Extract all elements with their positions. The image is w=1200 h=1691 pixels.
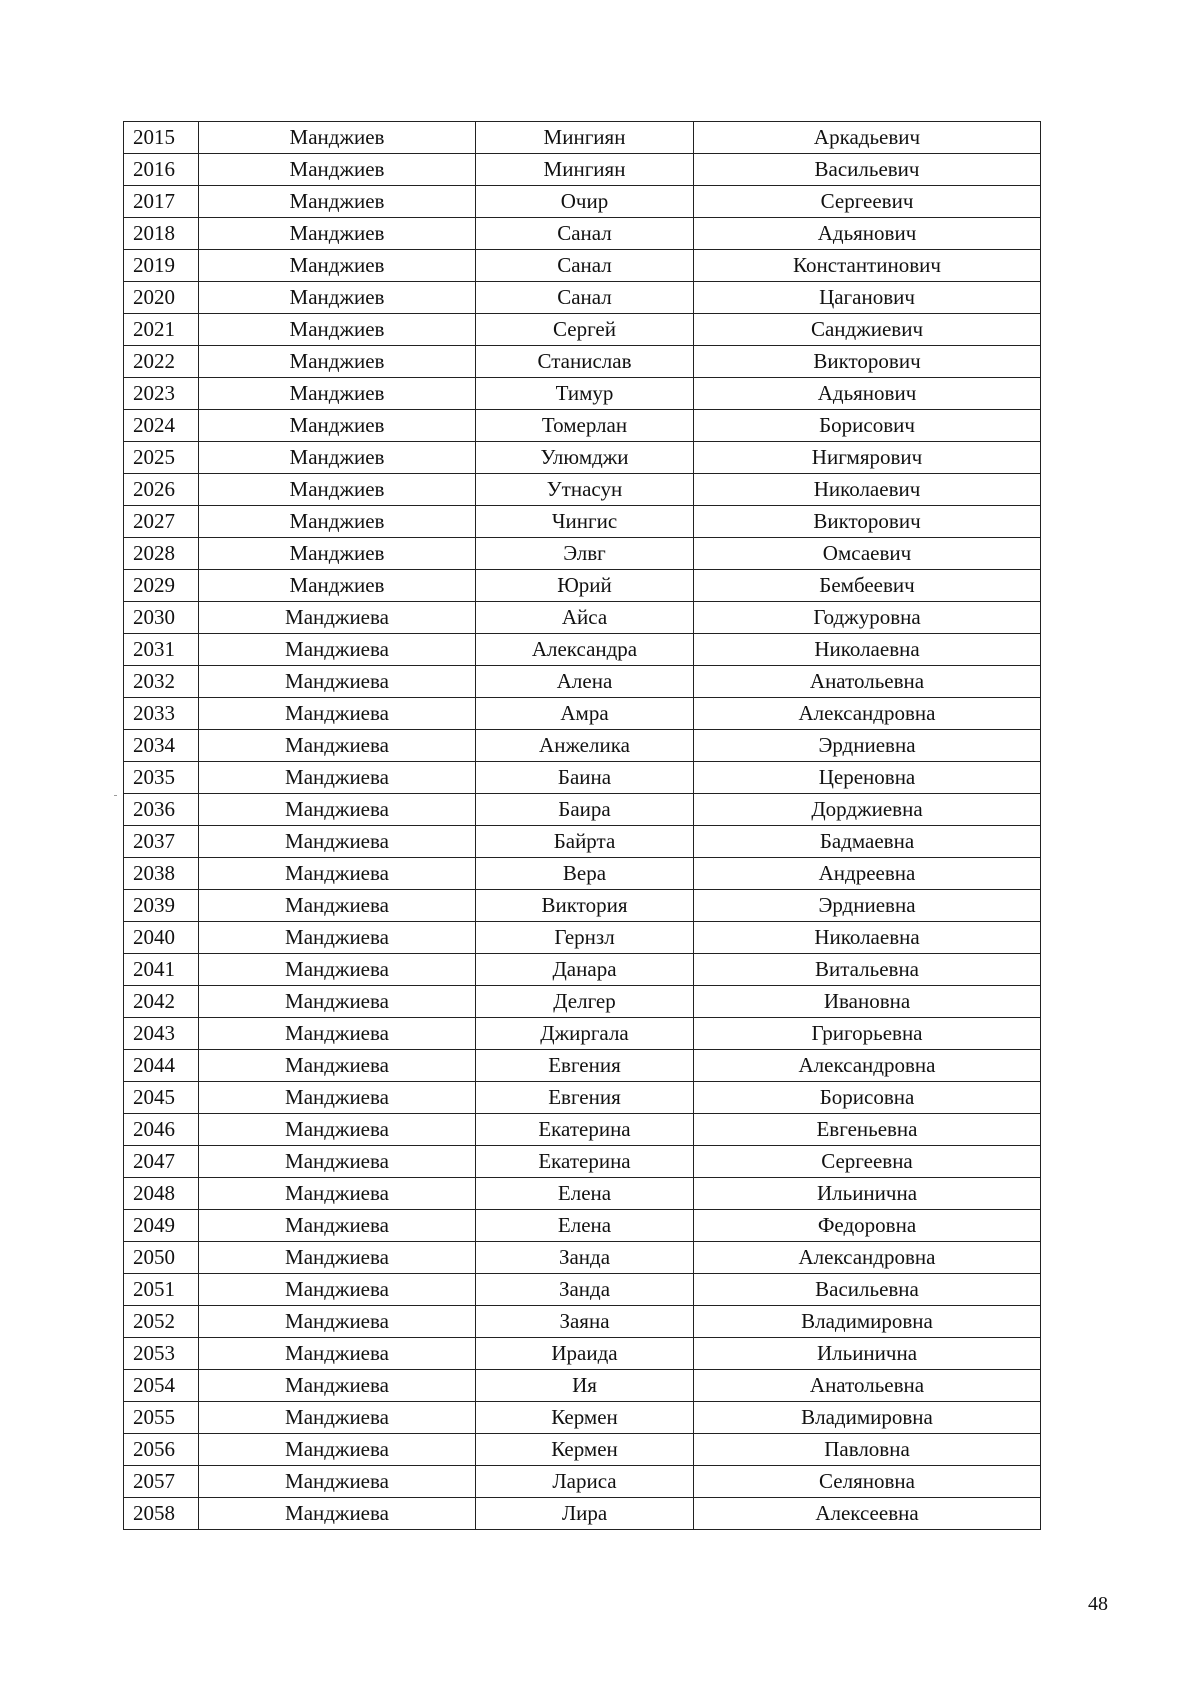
- last-name-cell: Манджиева: [199, 1498, 476, 1530]
- last-name-cell: Манджиева: [199, 666, 476, 698]
- table-row: [124, 570, 1041, 602]
- table-row: [124, 506, 1041, 538]
- row-number-cell: 2034: [124, 730, 199, 762]
- last-name-cell: Манджиева: [199, 922, 476, 954]
- last-name-cell: Манджиев: [199, 218, 476, 250]
- first-name-cell: Анжелика: [476, 730, 694, 762]
- last-name-cell: Манджиева: [199, 1082, 476, 1114]
- first-name-cell: Занда: [476, 1242, 694, 1274]
- row-number-cell: 2040: [124, 922, 199, 954]
- first-name-cell: Евгения: [476, 1050, 694, 1082]
- table-row: [124, 1370, 1041, 1402]
- first-name-cell: Тимур: [476, 378, 694, 410]
- patronymic-cell: Витальевна: [694, 954, 1041, 986]
- first-name-cell: Заяна: [476, 1306, 694, 1338]
- patronymic-cell: Ильинична: [694, 1338, 1041, 1370]
- patronymic-cell: Васильевна: [694, 1274, 1041, 1306]
- patronymic-cell: Годжуровна: [694, 602, 1041, 634]
- last-name-cell: Манджиева: [199, 1338, 476, 1370]
- table-row: [124, 826, 1041, 858]
- table-row: [124, 378, 1041, 410]
- table-row: [124, 1050, 1041, 1082]
- row-number-cell: 2043: [124, 1018, 199, 1050]
- first-name-cell: Утнасун: [476, 474, 694, 506]
- first-name-cell: Санал: [476, 250, 694, 282]
- last-name-cell: Манджиев: [199, 442, 476, 474]
- patronymic-cell: Константинович: [694, 250, 1041, 282]
- first-name-cell: Делгер: [476, 986, 694, 1018]
- patronymic-cell: Аркадьевич: [694, 122, 1041, 154]
- row-number-cell: 2048: [124, 1178, 199, 1210]
- patronymic-cell: Анатольевна: [694, 1370, 1041, 1402]
- row-number-cell: 2047: [124, 1146, 199, 1178]
- last-name-cell: Манджиева: [199, 1242, 476, 1274]
- table-row: [124, 346, 1041, 378]
- row-number-cell: 2028: [124, 538, 199, 570]
- patronymic-cell: Андреевна: [694, 858, 1041, 890]
- row-number-cell: 2046: [124, 1114, 199, 1146]
- table-row: [124, 922, 1041, 954]
- last-name-cell: Манджиева: [199, 698, 476, 730]
- patronymic-cell: Эрдниевна: [694, 730, 1041, 762]
- patronymic-cell: Санджиевич: [694, 314, 1041, 346]
- row-number-cell: 2049: [124, 1210, 199, 1242]
- table-row: [124, 154, 1041, 186]
- row-number-cell: 2025: [124, 442, 199, 474]
- row-number-cell: 2015: [124, 122, 199, 154]
- patronymic-cell: Селяновна: [694, 1466, 1041, 1498]
- row-number-cell: 2044: [124, 1050, 199, 1082]
- last-name-cell: Манджиева: [199, 1370, 476, 1402]
- last-name-cell: Манджиева: [199, 730, 476, 762]
- last-name-cell: Манджиева: [199, 954, 476, 986]
- table-row: [124, 442, 1041, 474]
- row-number-cell: 2053: [124, 1338, 199, 1370]
- first-name-cell: Станислав: [476, 346, 694, 378]
- table-row: [124, 282, 1041, 314]
- last-name-cell: Манджиев: [199, 346, 476, 378]
- row-number-cell: 2058: [124, 1498, 199, 1530]
- last-name-cell: Манджиева: [199, 1210, 476, 1242]
- first-name-cell: Лариса: [476, 1466, 694, 1498]
- patronymic-cell: Нигмярович: [694, 442, 1041, 474]
- first-name-cell: Екатерина: [476, 1146, 694, 1178]
- row-number-cell: 2056: [124, 1434, 199, 1466]
- patronymic-cell: Александровна: [694, 1242, 1041, 1274]
- row-number-cell: 2024: [124, 410, 199, 442]
- table-row: [124, 1242, 1041, 1274]
- patronymic-cell: Владимировна: [694, 1402, 1041, 1434]
- first-name-cell: Кермен: [476, 1402, 694, 1434]
- last-name-cell: Манджиева: [199, 634, 476, 666]
- last-name-cell: Манджиева: [199, 890, 476, 922]
- patronymic-cell: Григорьевна: [694, 1018, 1041, 1050]
- names-table: [123, 121, 1041, 1530]
- row-number-cell: 2017: [124, 186, 199, 218]
- first-name-cell: Лира: [476, 1498, 694, 1530]
- last-name-cell: Манджиева: [199, 1402, 476, 1434]
- patronymic-cell: Омсаевич: [694, 538, 1041, 570]
- last-name-cell: Манджиев: [199, 282, 476, 314]
- patronymic-cell: Николаевна: [694, 922, 1041, 954]
- last-name-cell: Манджиева: [199, 1434, 476, 1466]
- patronymic-cell: Павловна: [694, 1434, 1041, 1466]
- first-name-cell: Томерлан: [476, 410, 694, 442]
- table-row: [124, 314, 1041, 346]
- last-name-cell: Манджиева: [199, 1178, 476, 1210]
- patronymic-cell: Дорджиевна: [694, 794, 1041, 826]
- table-row: [124, 1210, 1041, 1242]
- row-number-cell: 2050: [124, 1242, 199, 1274]
- table-row: [124, 250, 1041, 282]
- first-name-cell: Сергей: [476, 314, 694, 346]
- patronymic-cell: Анатольевна: [694, 666, 1041, 698]
- first-name-cell: Юрий: [476, 570, 694, 602]
- first-name-cell: Очир: [476, 186, 694, 218]
- table-row: [124, 1018, 1041, 1050]
- first-name-cell: Александра: [476, 634, 694, 666]
- row-number-cell: 2031: [124, 634, 199, 666]
- patronymic-cell: Александровна: [694, 1050, 1041, 1082]
- last-name-cell: Манджиева: [199, 602, 476, 634]
- row-number-cell: 2051: [124, 1274, 199, 1306]
- first-name-cell: Баина: [476, 762, 694, 794]
- last-name-cell: Манджиева: [199, 826, 476, 858]
- row-number-cell: 2054: [124, 1370, 199, 1402]
- first-name-cell: Данара: [476, 954, 694, 986]
- row-number-cell: 2036: [124, 794, 199, 826]
- patronymic-cell: Сергеевич: [694, 186, 1041, 218]
- row-number-cell: 2022: [124, 346, 199, 378]
- patronymic-cell: Цаганович: [694, 282, 1041, 314]
- first-name-cell: Занда: [476, 1274, 694, 1306]
- last-name-cell: Манджиев: [199, 314, 476, 346]
- table-row: [124, 1434, 1041, 1466]
- table-row: [124, 1306, 1041, 1338]
- row-number-cell: 2041: [124, 954, 199, 986]
- row-number-cell: 2027: [124, 506, 199, 538]
- last-name-cell: Манджиева: [199, 858, 476, 890]
- patronymic-cell: Сергеевна: [694, 1146, 1041, 1178]
- first-name-cell: Санал: [476, 218, 694, 250]
- table-row: [124, 666, 1041, 698]
- first-name-cell: Байрта: [476, 826, 694, 858]
- last-name-cell: Манджиева: [199, 794, 476, 826]
- table-row: [124, 698, 1041, 730]
- first-name-cell: Ираида: [476, 1338, 694, 1370]
- row-number-cell: 2038: [124, 858, 199, 890]
- first-name-cell: Элвг: [476, 538, 694, 570]
- patronymic-cell: Адьянович: [694, 378, 1041, 410]
- table-row: [124, 186, 1041, 218]
- table-row: [124, 730, 1041, 762]
- last-name-cell: Манджиев: [199, 250, 476, 282]
- last-name-cell: Манджиева: [199, 762, 476, 794]
- patronymic-cell: Васильевич: [694, 154, 1041, 186]
- patronymic-cell: Викторович: [694, 346, 1041, 378]
- last-name-cell: Манджиев: [199, 538, 476, 570]
- last-name-cell: Манджиева: [199, 1114, 476, 1146]
- table-row: [124, 602, 1041, 634]
- table-row: [124, 986, 1041, 1018]
- row-number-cell: 2021: [124, 314, 199, 346]
- first-name-cell: Алена: [476, 666, 694, 698]
- last-name-cell: Манджиев: [199, 122, 476, 154]
- first-name-cell: Елена: [476, 1178, 694, 1210]
- table-row: [124, 954, 1041, 986]
- last-name-cell: Манджиева: [199, 986, 476, 1018]
- last-name-cell: Манджиев: [199, 154, 476, 186]
- row-number-cell: 2020: [124, 282, 199, 314]
- first-name-cell: Джиргала: [476, 1018, 694, 1050]
- row-number-cell: 2016: [124, 154, 199, 186]
- patronymic-cell: Борисович: [694, 410, 1041, 442]
- row-number-cell: 2018: [124, 218, 199, 250]
- patronymic-cell: Цереновна: [694, 762, 1041, 794]
- patronymic-cell: Николаевич: [694, 474, 1041, 506]
- last-name-cell: Манджиев: [199, 506, 476, 538]
- table-row: [124, 1498, 1041, 1530]
- patronymic-cell: Владимировна: [694, 1306, 1041, 1338]
- last-name-cell: Манджиев: [199, 186, 476, 218]
- page-number: 48: [1088, 1593, 1108, 1615]
- patronymic-cell: Ивановна: [694, 986, 1041, 1018]
- first-name-cell: Вера: [476, 858, 694, 890]
- table-row: [124, 1146, 1041, 1178]
- table-row: [124, 762, 1041, 794]
- first-name-cell: Санал: [476, 282, 694, 314]
- first-name-cell: Баира: [476, 794, 694, 826]
- row-number-cell: 2039: [124, 890, 199, 922]
- row-number-cell: 2042: [124, 986, 199, 1018]
- row-number-cell: 2029: [124, 570, 199, 602]
- patronymic-cell: Бадмаевна: [694, 826, 1041, 858]
- table-row: [124, 794, 1041, 826]
- table-row: [124, 634, 1041, 666]
- first-name-cell: Кермен: [476, 1434, 694, 1466]
- first-name-cell: Екатерина: [476, 1114, 694, 1146]
- table-row: [124, 858, 1041, 890]
- table-row: [124, 1338, 1041, 1370]
- row-number-cell: 2033: [124, 698, 199, 730]
- table-row: [124, 122, 1041, 154]
- last-name-cell: Манджиев: [199, 378, 476, 410]
- table-row: [124, 1274, 1041, 1306]
- row-number-cell: 2052: [124, 1306, 199, 1338]
- first-name-cell: Чингис: [476, 506, 694, 538]
- row-number-cell: 2019: [124, 250, 199, 282]
- row-number-cell: 2037: [124, 826, 199, 858]
- table-body: [124, 122, 1041, 1530]
- table-row: [124, 410, 1041, 442]
- last-name-cell: Манджиева: [199, 1050, 476, 1082]
- first-name-cell: Улюмджи: [476, 442, 694, 474]
- patronymic-cell: Борисовна: [694, 1082, 1041, 1114]
- last-name-cell: Манджиева: [199, 1018, 476, 1050]
- first-name-cell: Мингиян: [476, 154, 694, 186]
- patronymic-cell: Бембеевич: [694, 570, 1041, 602]
- patronymic-cell: Эрдниевна: [694, 890, 1041, 922]
- row-number-cell: 2057: [124, 1466, 199, 1498]
- table-row: [124, 218, 1041, 250]
- last-name-cell: Манджиев: [199, 474, 476, 506]
- table-row: [124, 538, 1041, 570]
- last-name-cell: Манджиев: [199, 570, 476, 602]
- table-row: [124, 1114, 1041, 1146]
- last-name-cell: Манджиев: [199, 410, 476, 442]
- patronymic-cell: Алексеевна: [694, 1498, 1041, 1530]
- row-number-cell: 2055: [124, 1402, 199, 1434]
- row-number-cell: 2045: [124, 1082, 199, 1114]
- first-name-cell: Гернзл: [476, 922, 694, 954]
- patronymic-cell: Николаевна: [694, 634, 1041, 666]
- first-name-cell: Мингиян: [476, 122, 694, 154]
- patronymic-cell: Федоровна: [694, 1210, 1041, 1242]
- patronymic-cell: Александровна: [694, 698, 1041, 730]
- first-name-cell: Виктория: [476, 890, 694, 922]
- table-row: [124, 1402, 1041, 1434]
- last-name-cell: Манджиева: [199, 1306, 476, 1338]
- last-name-cell: Манджиева: [199, 1146, 476, 1178]
- first-name-cell: Евгения: [476, 1082, 694, 1114]
- patronymic-cell: Ильинична: [694, 1178, 1041, 1210]
- first-name-cell: Айса: [476, 602, 694, 634]
- row-number-cell: 2023: [124, 378, 199, 410]
- first-name-cell: Елена: [476, 1210, 694, 1242]
- table-row: [124, 1082, 1041, 1114]
- table-row: [124, 1178, 1041, 1210]
- patronymic-cell: Евгеньевна: [694, 1114, 1041, 1146]
- patronymic-cell: Адьянович: [694, 218, 1041, 250]
- row-number-cell: 2030: [124, 602, 199, 634]
- last-name-cell: Манджиева: [199, 1274, 476, 1306]
- row-number-cell: 2026: [124, 474, 199, 506]
- first-name-cell: Амра: [476, 698, 694, 730]
- table-row: [124, 1466, 1041, 1498]
- row-number-cell: 2035: [124, 762, 199, 794]
- scan-mark: [114, 795, 117, 796]
- row-number-cell: 2032: [124, 666, 199, 698]
- table-row: [124, 474, 1041, 506]
- first-name-cell: Ия: [476, 1370, 694, 1402]
- last-name-cell: Манджиева: [199, 1466, 476, 1498]
- table-row: [124, 890, 1041, 922]
- patronymic-cell: Викторович: [694, 506, 1041, 538]
